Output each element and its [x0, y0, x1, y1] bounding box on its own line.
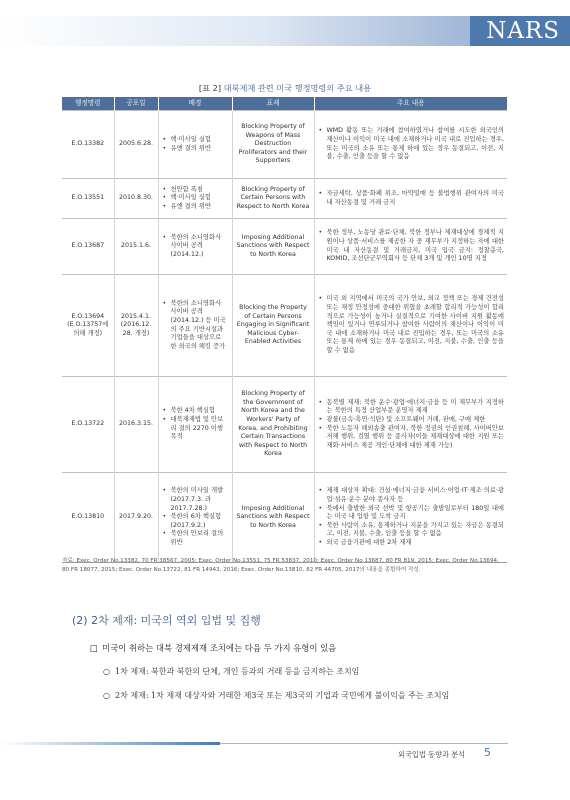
circle-bullet: ○ — [103, 667, 110, 676]
table-source-note: 자료: Exec. Order No.13382, 70 FR 38567, 2005; Exec. Order No.13551, 75 FR 53837, 2010; Exec. Order No.13687, 80 FR 819, 2015; Exec. Order No.13694, 80 FR 18077, 2015; Exec. Order No.13722, 81 FR 14943, 2016; Exec. Order No.13810, 82 FR 44705, 2017의 내용을 종합하여 작성. — [62, 558, 499, 573]
table-caption — [0, 83, 570, 94]
body-text: 미국이 취하는 대북 경제제재 조치에는 다음 두 가지 유형이 있음 — [102, 643, 337, 653]
content-item: • 북한 노동자 해외송출 관여자, 북한 정권의 인권침해, 사이버안보 저해 행위, 검열 행위 등 종사자(이들 제재대상에 대한 지원 또는 재화·서비스 제공 개인·단체에 대한 제재 가능) — [318, 425, 505, 451]
content-item: • 동북별 제재: 북한 운수·광업·에너지·금융 등 미 재무부가 지정하는 북한의 특정 산업부문 운영자 제재 — [318, 399, 505, 416]
background-cell — [158, 377, 232, 473]
section-heading: (2) 2차 제재: 미국의 역외 입법 및 집행 — [72, 614, 261, 627]
table-row — [62, 219, 507, 275]
background-item: • 북한의 소니영화사 사이버 공격(2014.12.) 등 미국의 주요 기반시설과 기업들을 대상으로 한 외국의 해킹 증가 — [162, 300, 229, 352]
page-header — [0, 0, 570, 62]
background-item: • 핵·미사일 실험 — [162, 194, 229, 203]
content-cell — [314, 473, 507, 563]
order-cell: E.O.13687 — [62, 219, 114, 275]
order-cell: E.O.13551 — [62, 179, 114, 219]
date-cell: 2015.4.1. (2016.12. 28. 개정) — [114, 275, 158, 377]
table-row — [62, 275, 507, 377]
date-cell: 2015.1.6. — [114, 219, 158, 275]
caption-label: [표 2] — [198, 83, 222, 93]
date-cell: 2017.9.20. — [114, 473, 158, 563]
content-cell — [314, 219, 507, 275]
background-item: • 북한 4차 핵실험 — [162, 407, 229, 416]
background-item: • 천안함 폭침 — [162, 186, 229, 195]
header-background: 배경 — [158, 97, 232, 111]
header-date: 공포일 — [114, 97, 158, 111]
table-row — [62, 111, 507, 179]
title-cell: Blocking Property of Certain Persons with Respect to North Korea — [232, 179, 314, 219]
background-item: • 대북제재법 및 안보리 결의 2270 이행 목적 — [162, 416, 229, 442]
circle-bullet: ○ — [103, 691, 110, 700]
table-row — [62, 473, 507, 563]
content-item: • 북한 정부, 노동당 관료·단체, 북한 정부나 제재대상에 경제적 지원이나 상품·서비스를 제공한 자 중 재무부가 지정하는 자에 대한 미국 내 자산동결 및 거래금지, 미국 입국 금지: 정찰총국, KOMID, 조선단군무역회사 등 단체 3개 및 개인 10명 지정 — [318, 229, 505, 263]
header-title: 표제 — [232, 97, 314, 111]
background-item: • 핵·미사일 실험 — [162, 136, 229, 145]
title-cell: Imposing Additional Sanctions with Respect to North Korea — [232, 473, 314, 563]
body-circle-item — [103, 690, 449, 701]
table-row — [62, 377, 507, 473]
header-gradient-bar — [0, 16, 475, 46]
footer-text: 외국입법 동향과 분석 — [398, 750, 466, 759]
header-content: 주요 내용 — [314, 97, 507, 111]
background-item: • 북한의 소니영화사 사이버 공격(2014.12.) — [162, 234, 229, 260]
table-row — [62, 179, 507, 219]
date-cell: 2010.8.30. — [114, 179, 158, 219]
title-cell: Blocking Property of Weapons of Mass Destruction Proliferators and their Supporters — [232, 111, 314, 179]
content-item: • WMD 활동 또는 거래에 참여하였거나 참여를 시도한 외국인의 재산이나 이익이 미국 내에 소재하거나 미국 내로 진입하는 경우, 또는 미국의 소유 또는 통제 하에 있는 경우 동결되고, 이전, 지불, 수출, 인출 등을 할 수 없음 — [318, 127, 505, 161]
content-cell — [314, 179, 507, 219]
background-item: • 북한의 6차 핵실험(2017.9.2.) — [162, 513, 229, 530]
table-header-row — [62, 97, 507, 111]
background-item: • 유엔 결의 위반 — [162, 203, 229, 212]
background-item: • 유엔 결의 위반 — [162, 145, 229, 154]
background-item: • 북한의 미사일 개발(2017.7.3. 과 2017.7.28.) — [162, 487, 229, 513]
content-item: • 제재 대상자 확대: 건설·에너지·금융 서비스·어업·IT·제조·의료·광업·섬유·운수 분야 종사자 등 — [318, 487, 505, 504]
content-item: • 외국 금융기관에 대한 2차 제재 — [318, 539, 505, 548]
date-cell: 2016.3.15. — [114, 377, 158, 473]
body-circle-item — [103, 666, 359, 677]
nars-logo: NARS — [486, 18, 560, 44]
order-cell: E.O.13810 — [62, 473, 114, 563]
background-cell — [158, 111, 232, 179]
content-item: • 미국 외 지역에서 미국의 국가 안보, 외교 정책 또는 경제 건전성 또는 재정 안정성에 중대한 위협을 초래할 합리적 가능성이 합리적으로 가능성이 높거나 실질적으로 기여한 사이버 지원 활동에 책임이 있거나 연루되거나 참여한 사람이의 재산이나 이익이 미국 내에 소재하거나 미국 내로 진입하는 경우, 또는 미국의 소유 또는 통제 하에 있는 경우 동결되고, 이전, 지불, 수출, 인출 등을 할 수 없음 — [318, 295, 505, 355]
background-cell — [158, 179, 232, 219]
square-bullet: □ — [90, 643, 98, 653]
background-cell — [158, 473, 232, 563]
content-cell — [314, 377, 507, 473]
background-item: • 북한의 안보리 결의 위반 — [162, 530, 229, 547]
content-item: • 북한 사람이 소유, 통제하거나 지분을 가지고 있는 자금은 동결되고, 이전, 지불, 수출, 인출 등을 할 수 없음 — [318, 522, 505, 539]
order-cell: E.O.13722 — [62, 377, 114, 473]
caption-title: 대북제재 관련 미국 행정명령의 주요 내용 — [223, 83, 372, 93]
content-cell — [314, 111, 507, 179]
order-cell: E.O.13694 (E.O.13757에 의해 개정) — [62, 275, 114, 377]
order-cell: E.O.13382 — [62, 111, 114, 179]
sanctions-table — [62, 97, 507, 563]
body-text: 1차 제재: 북한과 북한의 단체, 개인 등과의 거래 등을 금지하는 조치임 — [115, 667, 360, 676]
background-cell — [158, 219, 232, 275]
content-item: • 북에서 출발한 외국 선박 및 항공기는 출발일로부터 180일 내에는 미국 내 입항 및 도착 금지 — [318, 505, 505, 522]
content-cell — [314, 275, 507, 377]
footer-accent — [0, 742, 220, 745]
logo-box — [470, 16, 570, 46]
body-square-item — [90, 642, 336, 654]
header-order: 행정명령 — [62, 97, 114, 111]
title-cell: Blocking the Property of Certain Persons Engaging in Significant Malicious Cyber-Enabled Activities — [232, 275, 314, 377]
content-item: • 자금세탁, 상품·화폐 위조, 마약밀매 등 불법행위 관여자의 미국 내 자산동결 및 거래 금지 — [318, 190, 505, 207]
background-cell — [158, 275, 232, 377]
content-item: • 광물(금속·흑연·석탄) 및 소프트웨어 거래, 판매, 구매 제한 — [318, 416, 505, 425]
body-text: 2차 제재: 1차 제재 대상자와 거래한 제3국 또는 제3국의 기업과 국민에게 불이익을 주는 조치임 — [115, 691, 450, 700]
title-cell: Blocking Property of the Government of North Korea and the Workers' Party of Korea, and Prohibiting Certain Transactions with Respect to North Korea — [232, 377, 314, 473]
date-cell: 2005.6.28. — [114, 111, 158, 179]
title-cell: Imposing Additional Sanctions with Respect to North Korea — [232, 219, 314, 275]
page-number: 5 — [484, 746, 491, 759]
